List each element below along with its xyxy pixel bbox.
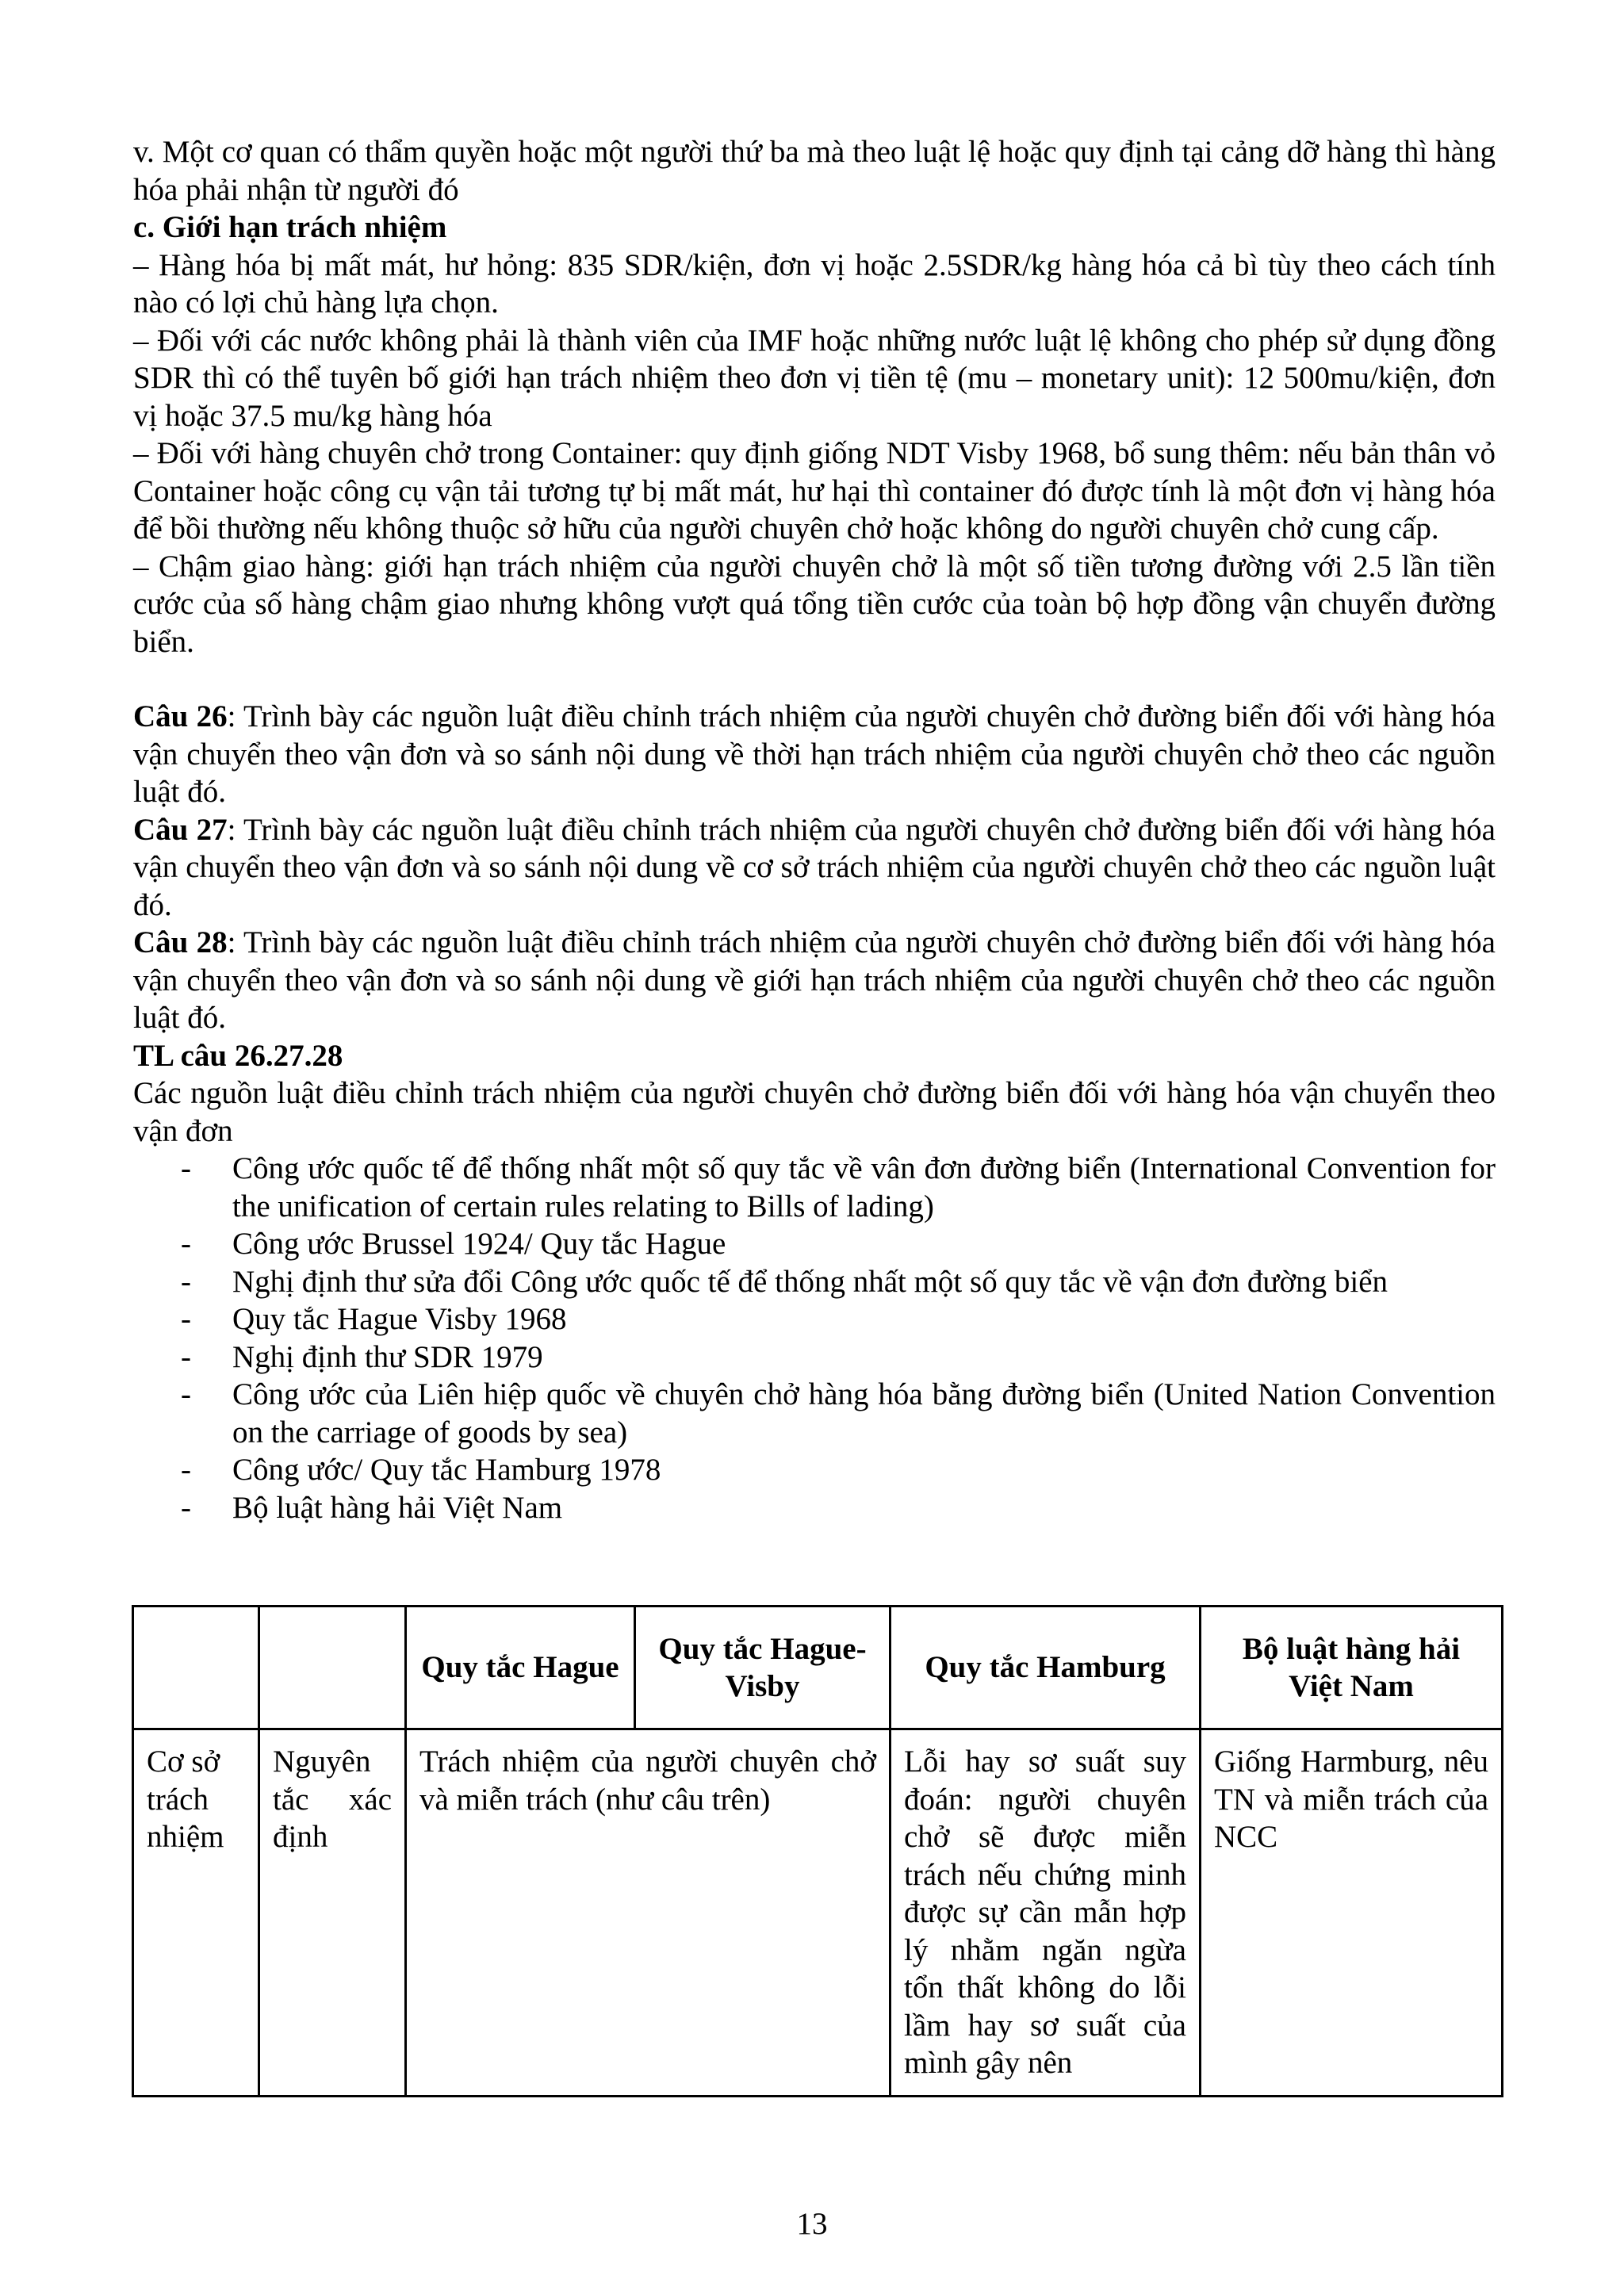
paragraph-delay: – Chậm giao hàng: giới hạn trách nhiệm của người chuyên chở là một số tiền tương đường với 2.5 lần tiền cước của số hàng chậm giao nhưng không vượt quá tổng tiền cước của toàn bộ hợp đồng vận chuyển đường biển. — [133, 549, 1496, 659]
question-27 — [133, 811, 1496, 925]
paragraph-loss-damage: – Hàng hóa bị mất mát, hư hỏng: 835 SDR/kiện, đơn vị hoặc 2.5SDR/kg hàng hóa cả bì tùy theo cách tính nào có lợi chủ hàng lựa chọn. — [133, 247, 1496, 320]
list-item: - Công ước/ Quy tắc Hamburg 1978 — [133, 1451, 1496, 1489]
section-heading-c: c. Giới hạn trách nhiệm — [133, 210, 447, 244]
list-item: - Quy tắc Hague Visby 1968 — [133, 1300, 1496, 1338]
law-sources-list — [133, 1150, 1496, 1526]
answer-heading: TL câu 26.27.28 — [133, 1038, 343, 1073]
table-header-cell — [133, 1607, 259, 1729]
list-item: - Công ước Brussel 1924/ Quy tắc Hague — [133, 1225, 1496, 1263]
table-cell-hague-visby: Trách nhiệm của người chuyên chở và miễn trách (như câu trên) — [406, 1729, 891, 2097]
question-28 — [133, 924, 1496, 1037]
list-item: - Bộ luật hàng hải Việt Nam — [133, 1489, 1496, 1527]
table-header-row — [133, 1607, 1503, 1729]
table-header-hamburg: Quy tắc Hamburg — [891, 1607, 1201, 1729]
question-text: : Trình bày các nguồn luật điều chỉnh trách nhiệm của người chuyên chở đường biển đối với hàng hóa vận chuyển theo vận đơn và so sánh nội dung về thời hạn trách nhiệm của người chuyên chở theo các nguồn luật đó. — [133, 699, 1496, 809]
question-text: : Trình bày các nguồn luật điều chỉnh trách nhiệm của người chuyên chở đường biển đối với hàng hóa vận chuyển theo vận đơn và so sánh nội dung về cơ sở trách nhiệm của người chuyên chở theo các nguồn luật đó. — [133, 812, 1496, 922]
page-number: 13 — [796, 2207, 828, 2241]
paragraph-container: – Đối với hàng chuyên chở trong Container: quy định giống NDT Visby 1968, bổ sung thêm: nếu bản thân vỏ Container hoặc công cụ vận tải tương tự bị mất mát, hư hại thì container đó được tính là một đơn vị hàng hóa để bồi thường nếu không thuộc sở hữu của người chuyên chở hoặc không do người chuyên chở cung cấp. — [133, 436, 1496, 546]
list-item: - Nghị định thư SDR 1979 — [133, 1338, 1496, 1377]
table-cell-hamburg: Lỗi hay sơ suất suy đoán: người chuyên chở sẽ được miễn trách nếu chứng minh được sự cần mẫn hợp lý nhằm ngăn ngừa tổn thất không do lỗi lầm hay sơ suất của mình gây nên — [891, 1729, 1201, 2097]
paragraph-non-imf: – Đối với các nước không phải là thành viên của IMF hoặc những nước luật lệ không cho phép sử dụng đồng SDR thì có thể tuyên bố giới hạn trách nhiệm theo đơn vị tiền tệ (mu – monetary unit): 12 500mu/kiện, đơn vị hoặc 37.5 mu/kg hàng hóa — [133, 323, 1496, 433]
question-label: Câu 27 — [133, 812, 228, 847]
table-cell-vietnam-code: Giống Harmburg, nêu TN và miễn trách của NCC — [1201, 1729, 1503, 2097]
table-row — [133, 1729, 1503, 2097]
question-text: : Trình bày các nguồn luật điều chỉnh trách nhiệm của người chuyên chở đường biển đối với hàng hóa vận chuyển theo vận đơn và so sánh nội dung về giới hạn trách nhiệm của người chuyên chở theo các nguồn luật đó. — [133, 925, 1496, 1035]
question-label: Câu 28 — [133, 925, 228, 959]
question-label: Câu 26 — [133, 699, 228, 733]
comparison-table — [132, 1605, 1503, 2097]
page-content — [133, 133, 1496, 1526]
table-cell-principle: Nguyên tắc xác định — [259, 1729, 406, 2097]
table-cell-category: Cơ sở trách nhiệm — [133, 1729, 259, 2097]
list-item: - Nghị định thư sửa đổi Công ước quốc tế để thống nhất một số quy tắc về vận đơn đường biển — [133, 1263, 1496, 1301]
table-header-hague-visby: Quy tắc Hague-Visby — [635, 1607, 891, 1729]
question-26 — [133, 698, 1496, 811]
paragraph-v: v. Một cơ quan có thẩm quyền hoặc một người thứ ba mà theo luật lệ hoặc quy định tại cảng dỡ hàng thì hàng hóa phải nhận từ người đó — [133, 135, 1496, 207]
answer-intro: Các nguồn luật điều chỉnh trách nhiệm của người chuyên chở đường biển đối với hàng hóa vận chuyển theo vận đơn — [133, 1076, 1496, 1148]
list-item: - Công ước của Liên hiệp quốc về chuyên chở hàng hóa bằng đường biển (United Nation Convention on the carriage of goods by sea) — [133, 1376, 1496, 1451]
list-item: - Công ước quốc tế để thống nhất một số quy tắc về vân đơn đường biển (International Convention for the unification of certain rules relating to Bills of lading) — [133, 1150, 1496, 1225]
table-header-hague: Quy tắc Hague — [406, 1607, 635, 1729]
table-header-vietnam-code: Bộ luật hàng hải Việt Nam — [1201, 1607, 1503, 1729]
spacer — [133, 661, 1496, 698]
table-header-cell — [259, 1607, 406, 1729]
